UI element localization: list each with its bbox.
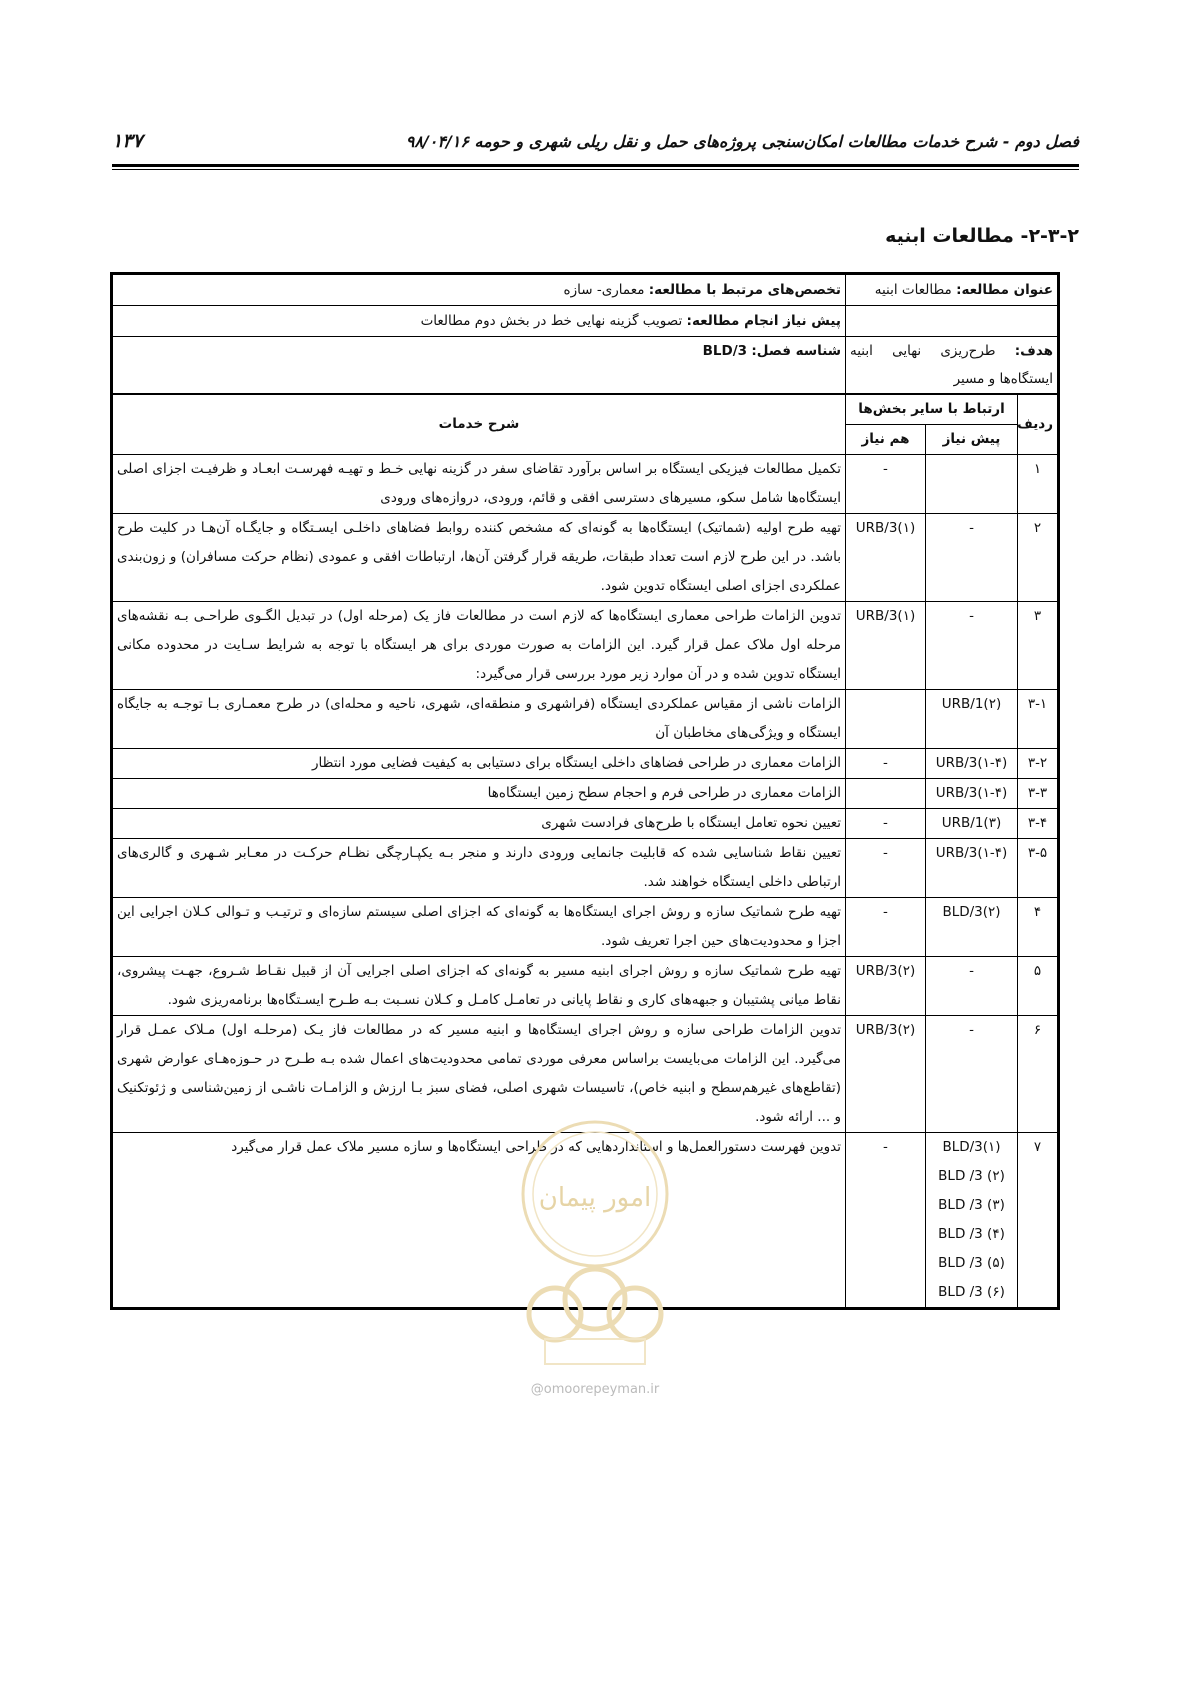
table-row — [112, 898, 1059, 957]
goal-cell — [845, 337, 1058, 395]
goal-label: هدف: — [1014, 343, 1053, 359]
row-description: تهیه طرح شماتیک سازه و روش اجرای ابنیه مسیر به گونه‌ای که اجزای اصلی اجرایی آن از قبیل نقـاط شـروع، جهـت پیشروی، نقاط میانی پشتیبان و جبهه‌های کاری و نقاط پایانی در تعامـل کامـل و کـلان نسـبت بـه طـرح ایسـتگاه‌ها برنامه‌ریزی شود. — [112, 957, 846, 1016]
header-row-number: ردیف — [1018, 394, 1059, 455]
header-title: فصل دوم - شرح خدمات مطالعات امکان‌سنجی پروژه‌های حمل و نقل ریلی شهری و حومه ۹۸/۰۴/۱۶ — [405, 132, 1079, 151]
row-number: ۳-۳ — [1018, 779, 1059, 809]
row-prereq — [926, 455, 1018, 514]
prereq-value: تصویب گزینه نهایی خط در بخش دوم مطالعات — [420, 313, 683, 329]
row-description: الزامات ناشی از مقیاس عملکردی ایستگاه (فراشهری و منطقه‌ای، شهری، ناحیه و محله‌ای) در طرح معمـاری بـا توجـه به جایگاه ایستگاه و ویژگی‌های مخاطبان آن — [112, 690, 846, 749]
row-description: تهیه طرح اولیه (شماتیک) ایستگاه‌ها به گونه‌ای که مشخص کننده روابط فضاهای داخلـی ایسـتگاه و جایگـاه آن‌هـا در کلیت طرح باشد. در این طرح لازم است تعداد طبقات، طریقه قرار گرفتن آن‌ها، ارتباطات افقی و عمودی (نظام حرکت مسافران) و زون‌بندی عملکردی اجزای اصلی ایستگاه تدوین شود. — [112, 514, 846, 602]
goal-value: طرح‌ریزی نهایی ابنیه ایستگاه‌ها و مسیر — [849, 343, 1053, 387]
row-prereq: - — [926, 1016, 1018, 1133]
row-coreq: - — [845, 809, 925, 839]
row-prereq: URB/3(۱-۴) — [926, 839, 1018, 898]
row-number: ۱ — [1018, 455, 1059, 514]
watermark-text: @omoorepeyman.ir — [530, 1382, 660, 1397]
row-prereq: BLD/3(۱) BLD /3 (۲) BLD /3 (۳) BLD /3 (۴) BLD /3 (۵) BLD /3 (۶) — [926, 1133, 1018, 1309]
row-coreq: URB/3(۱) — [845, 514, 925, 602]
row-number: ۳-۴ — [1018, 809, 1059, 839]
info-row-3 — [112, 337, 1059, 395]
row-number: ۳ — [1018, 602, 1059, 690]
row-coreq: - — [845, 455, 925, 514]
row-description: الزامات معماری در طراحی فرم و احجام سطح زمین ایستگاه‌ها — [112, 779, 846, 809]
row-coreq: - — [845, 1133, 925, 1309]
row-description: تعیین نحوه تعامل ایستگاه با طرح‌های فرادست شهری — [112, 809, 846, 839]
row-description: الزامات معماری در طراحی فضاهای داخلی ایستگاه برای دستیابی به کیفیت فضایی مورد انتظار — [112, 749, 846, 779]
info-row-2 — [112, 306, 1059, 337]
row-coreq: URB/3(۲) — [845, 1016, 925, 1133]
table-row — [112, 514, 1059, 602]
table-row — [112, 749, 1059, 779]
study-title-cell-cont — [845, 306, 1058, 337]
study-title-cell — [845, 274, 1058, 306]
row-number: ۳-۵ — [1018, 839, 1059, 898]
table-row — [112, 455, 1059, 514]
table-row — [112, 957, 1059, 1016]
row-number: ۴ — [1018, 898, 1059, 957]
row-description: تهیه طرح شماتیک سازه و روش اجرای ایستگاه‌ها به گونه‌ای که اجزای اصلی سیستم سازه‌ای و ترتیـب و تـوالی کـلان اجرایی این اجزا و محدودیت‌های حین اجرا تعریف شود. — [112, 898, 846, 957]
row-coreq: - — [845, 898, 925, 957]
prereq-label: پیش نیاز انجام مطالعه: — [686, 313, 841, 329]
row-description: تکمیل مطالعات فیزیکی ایستگاه بر اساس برآورد تقاضای سفر در گزینه نهایی خـط و تهیـه فهرسـت ابعـاد و ظرفیـت اجزای اصلی ایستگاه‌ها شامل سکو، مسیرهای دسترسی افقی و قائم، ورودی، دروازه‌های ورودی — [112, 455, 846, 514]
header-rule-thin — [112, 169, 1079, 170]
info-row-1 — [112, 274, 1059, 306]
row-prereq: - — [926, 957, 1018, 1016]
table-row — [112, 690, 1059, 749]
row-description: تعیین نقاط شناسایی شده که قابلیت جانمایی ورودی دارند و منجر بـه یکپـارچگی نظـام حرکـت در معـابر شـهری و گالری‌های ارتباطی داخلی ایستگاه خواهند شد. — [112, 839, 846, 898]
row-prereq: - — [926, 514, 1018, 602]
watermark-logo-text: امور پیمان — [538, 1183, 652, 1213]
row-number: ۶ — [1018, 1016, 1059, 1133]
row-coreq: URB/3(۲) — [845, 957, 925, 1016]
header-services: شرح خدمات — [112, 394, 846, 455]
header-coreq: هم نیاز — [845, 425, 925, 455]
row-number: ۷ — [1018, 1133, 1059, 1309]
row-prereq: URB/1(۲) — [926, 690, 1018, 749]
table-row — [112, 809, 1059, 839]
study-title-label: عنوان مطالعه: — [956, 282, 1053, 298]
row-number: ۳-۱ — [1018, 690, 1059, 749]
header-rule — [112, 164, 1079, 167]
row-number: ۳-۲ — [1018, 749, 1059, 779]
row-coreq — [845, 779, 925, 809]
row-prereq: - — [926, 602, 1018, 690]
row-description: تدوین فهرست دستورالعمل‌ها و استانداردهایی که در طراحی ایستگاه‌ها و سازه مسیر ملاک عمل قرار می‌گیرد — [112, 1133, 846, 1309]
table-header-row-1 — [112, 394, 1059, 425]
row-description: تدوین الزامات طراحی معماری ایستگاه‌ها که لازم است در مطالعات فاز یک (مرحله اول) در تبدیل الگـوی طراحـی بـه نقشه‌های مرحله اول ملاک عمل قرار گیرد. این الزامات به صورت موردی برای هر ایستگاه با توجه به شرایط سـایت در محدوده مکانی ایستگاه تدوین شده و در آن موارد زیر مورد بررسی قرار می‌گیرد: — [112, 602, 846, 690]
prereq-cell — [112, 306, 846, 337]
chapter-id-label: شناسه فصل: — [751, 343, 841, 359]
row-coreq: URB/3(۱) — [845, 602, 925, 690]
chapter-id-value: BLD/3 — [702, 343, 748, 359]
specialties-cell — [112, 274, 846, 306]
table-row — [112, 779, 1059, 809]
specialties-value: معماری- سازه — [563, 282, 645, 298]
row-coreq: - — [845, 839, 925, 898]
header-prereq: پیش نیاز — [926, 425, 1018, 455]
watermark-logo — [515, 1114, 675, 1374]
row-description: تدوین الزامات طراحی سازه و روش اجرای ایستگاه‌ها و ابنیه مسیر که در مطالعات فاز یـک (مرحلـه اول) مـلاک عمـل قرار می‌گیرد. این الزامات می‌بایست براساس معرفی موردی تمامی محدودیت‌های اعمال شده بـه طـرح در حـوزه‌هـای عوارض شهری (تقاطع‌های غیرهم‌سطح و ابنیه خاص)، تاسیسات شهری اصلی، فضای سبز بـا ارزش و الزامـات ناشـی از زمین‌شناسی و ژئوتکنیک و ... ارائه شود. — [112, 1016, 846, 1133]
row-number: ۵ — [1018, 957, 1059, 1016]
page-number: ۱۳۷ — [112, 130, 143, 152]
table-row — [112, 839, 1059, 898]
row-prereq: URB/3(۱-۴) — [926, 749, 1018, 779]
row-coreq: - — [845, 749, 925, 779]
row-prereq: BLD/3(۲) — [926, 898, 1018, 957]
table-row — [112, 602, 1059, 690]
row-coreq — [845, 690, 925, 749]
chapter-id-cell — [112, 337, 846, 395]
row-number: ۲ — [1018, 514, 1059, 602]
page-header — [112, 126, 1079, 158]
row-prereq: URB/3(۱-۴) — [926, 779, 1018, 809]
specialties-label: تخصص‌های مرتبط با مطالعه: — [648, 282, 841, 298]
section-title: ۲-۳-۲- مطالعات ابنیه — [885, 225, 1079, 247]
header-relation: ارتباط با سایر بخش‌ها — [845, 394, 1017, 425]
row-prereq: URB/1(۳) — [926, 809, 1018, 839]
study-title-value: مطالعات ابنیه — [874, 282, 952, 298]
